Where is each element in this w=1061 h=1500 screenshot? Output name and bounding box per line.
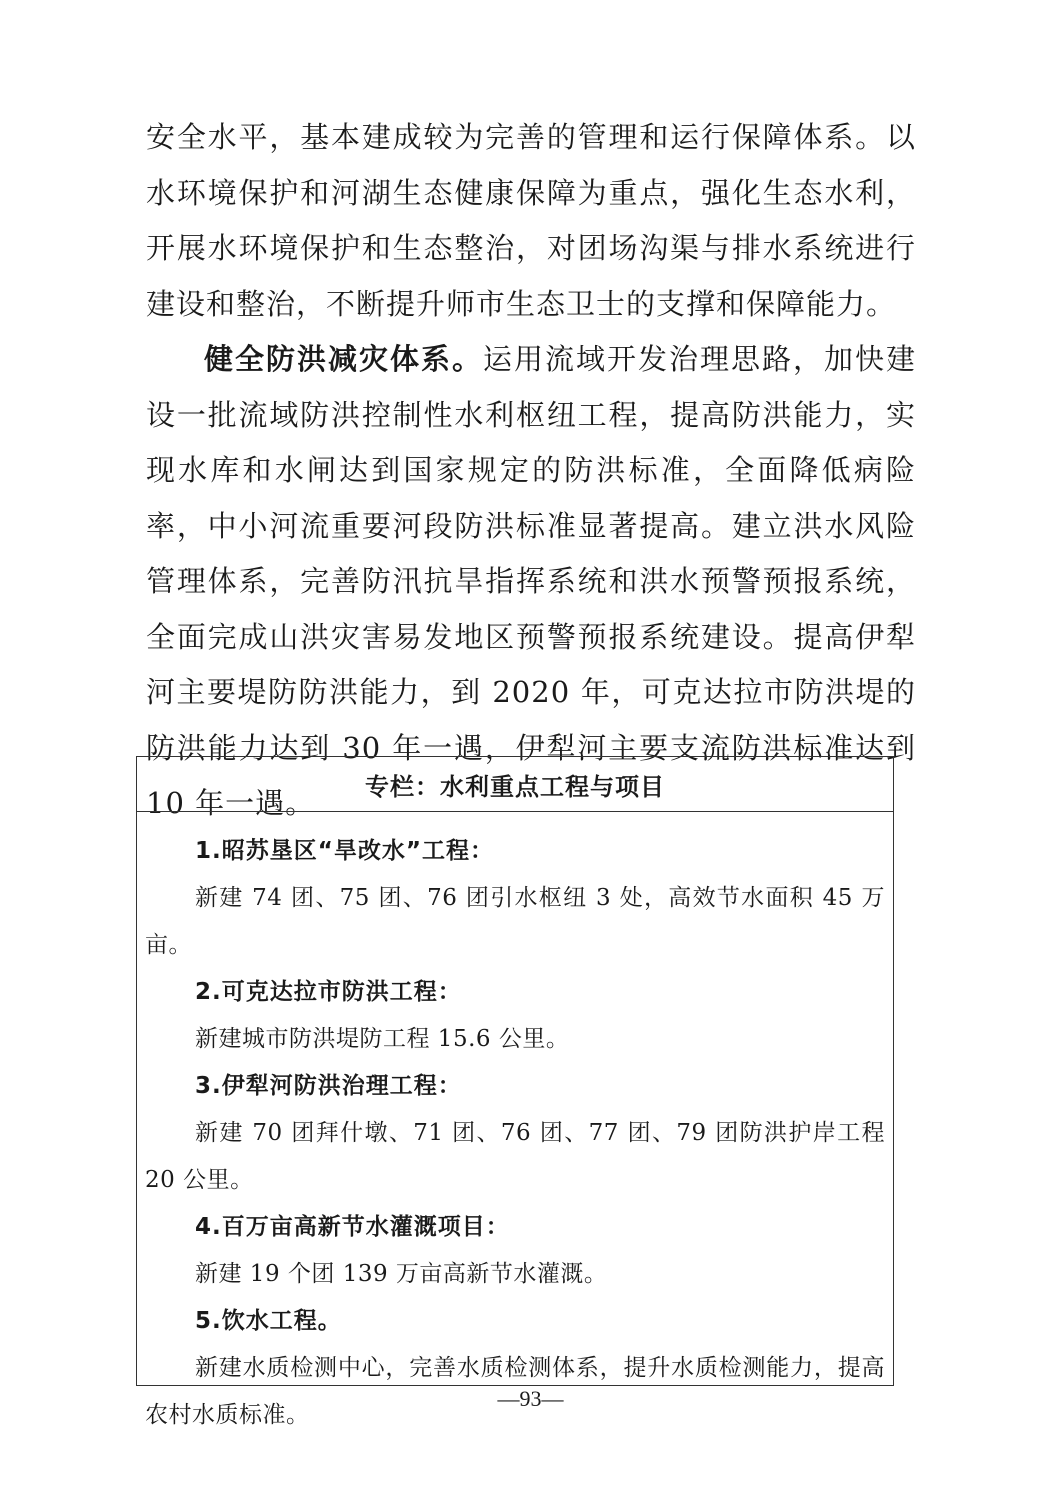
item-description: 新建 74 团、75 团、76 团引水枢纽 3 处，高效节水面积 45 万亩。	[145, 885, 885, 958]
item-heading: 5.饮水工程。	[195, 1308, 342, 1334]
item-description: 新建 19 个团 139 万亩高新节水灌溉。	[195, 1261, 608, 1287]
page-number: —93—	[497, 1386, 564, 1411]
feature-box-body	[137, 812, 893, 1439]
paragraph-2-body: 运用流域开发治理思路，加快建设一批流域防洪控制性水利枢纽工程，提高防洪能力，实现水库和水闸达到国家规定的防洪标准，全面降低病险率，中小河流重要河段防洪标准显著提高。建立洪水风险管理体系，完善防汛抗旱指挥系统和洪水预警预报系统，全面完成山洪灾害易发地区预警预报系统建设。提高伊犁河主要堤防防洪能力，到 2020 年，可克达拉市防洪堤的防洪能力达到 30 年一遇，伊犁河主要支流防洪标准达到 10 年一遇。	[146, 342, 916, 820]
list-item	[145, 1204, 885, 1298]
list-item	[145, 1063, 885, 1204]
paragraph-1: 安全水平，基本建成较为完善的管理和运行保障体系。以水环境保护和河湖生态健康保障为重点，强化生态水利，开展水环境保护和生态整治，对团场沟渠与排水系统进行建设和整治，不断提升师市生态卫士的支撑和保障能力。	[146, 120, 916, 321]
list-item	[145, 969, 885, 1063]
item-description: 新建 70 团拜什墩、71 团、76 团、77 团、79 团防洪护岸工程 20 公里。	[145, 1120, 885, 1193]
body-text	[146, 110, 916, 832]
list-item	[145, 1298, 885, 1439]
item-heading: 3.伊犁河防洪治理工程：	[195, 1073, 462, 1099]
item-description: 新建城市防洪堤防工程 15.6 公里。	[195, 1026, 570, 1052]
item-heading: 1.昭苏垦区“旱改水”工程：	[195, 838, 494, 864]
paragraph-2-heading: 健全防洪减灾体系。	[204, 342, 483, 376]
list-item	[145, 828, 885, 969]
item-heading: 2.可克达拉市防洪工程：	[195, 979, 462, 1005]
feature-box-title: 专栏：水利重点工程与项目	[137, 757, 893, 812]
item-description: 新建水质检测中心，完善水质检测体系，提升水质检测能力，提高农村水质标准。	[145, 1355, 885, 1428]
item-heading: 4.百万亩高新节水灌溉项目：	[195, 1214, 510, 1240]
